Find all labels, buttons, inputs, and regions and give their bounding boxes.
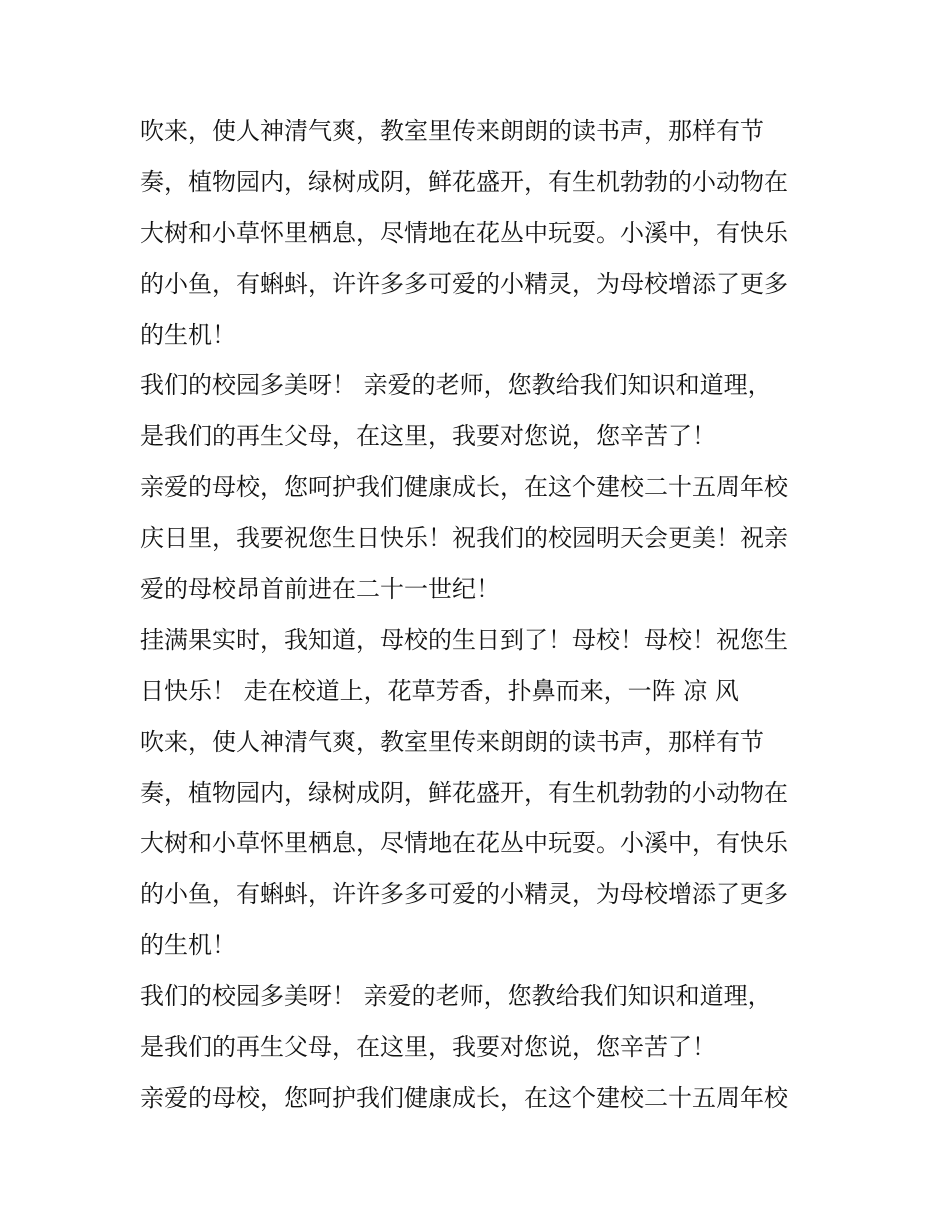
text-line: 大树和小草怀里栖息，尽情地在花丛中玩耍。小溪中，有快乐 [140,829,788,858]
text-line: 的生机！ [140,931,236,960]
text-line: 亲爱的母校，您呵护我们健康成长，在这个建校二十五周年校 [140,1083,788,1112]
text-line: 我们的校园多美呀！ 亲爱的老师，您教给我们知识和道理， [140,982,772,1011]
text-line: 我们的校园多美呀！ 亲爱的老师，您教给我们知识和道理， [140,371,772,400]
text-line: 日快乐！ 走在校道上，花草芳香，扑鼻而来，一阵 凉 风 [140,676,739,705]
text-line: 爱的母校昂首前进在二十一世纪！ [140,575,500,604]
text-line: 挂满果实时，我知道，母校的生日到了！母校！母校！祝您生 [140,625,788,654]
text-line: 是我们的再生父母，在这里，我要对您说，您辛苦了！ [140,422,716,451]
body-text [140,106,830,1124]
text-line: 大树和小草怀里栖息，尽情地在花丛中玩耍。小溪中，有快乐 [140,218,788,247]
text-line: 的生机！ [140,320,236,349]
text-line: 是我们的再生父母，在这里，我要对您说，您辛苦了！ [140,1033,716,1062]
text-line: 奏，植物园内，绿树成阴，鲜花盛开，有生机勃勃的小动物在 [140,778,788,807]
text-line: 的小鱼，有蝌蚪，许许多多可爱的小精灵，为母校增添了更多 [140,269,788,298]
text-line: 吹来，使人神清气爽，教室里传来朗朗的读书声，那样有节 [140,117,764,145]
text-line: 的小鱼，有蝌蚪，许许多多可爱的小精灵，为母校增添了更多 [140,880,788,909]
text-line: 奏，植物园内，绿树成阴，鲜花盛开，有生机勃勃的小动物在 [140,167,788,196]
text-line: 吹来，使人神清气爽，教室里传来朗朗的读书声，那样有节 [140,727,764,756]
text-line: 庆日里，我要祝您生日快乐！祝我们的校园明天会更美！祝亲 [140,524,788,553]
text-line: 亲爱的母校，您呵护我们健康成长，在这个建校二十五周年校 [140,473,788,502]
